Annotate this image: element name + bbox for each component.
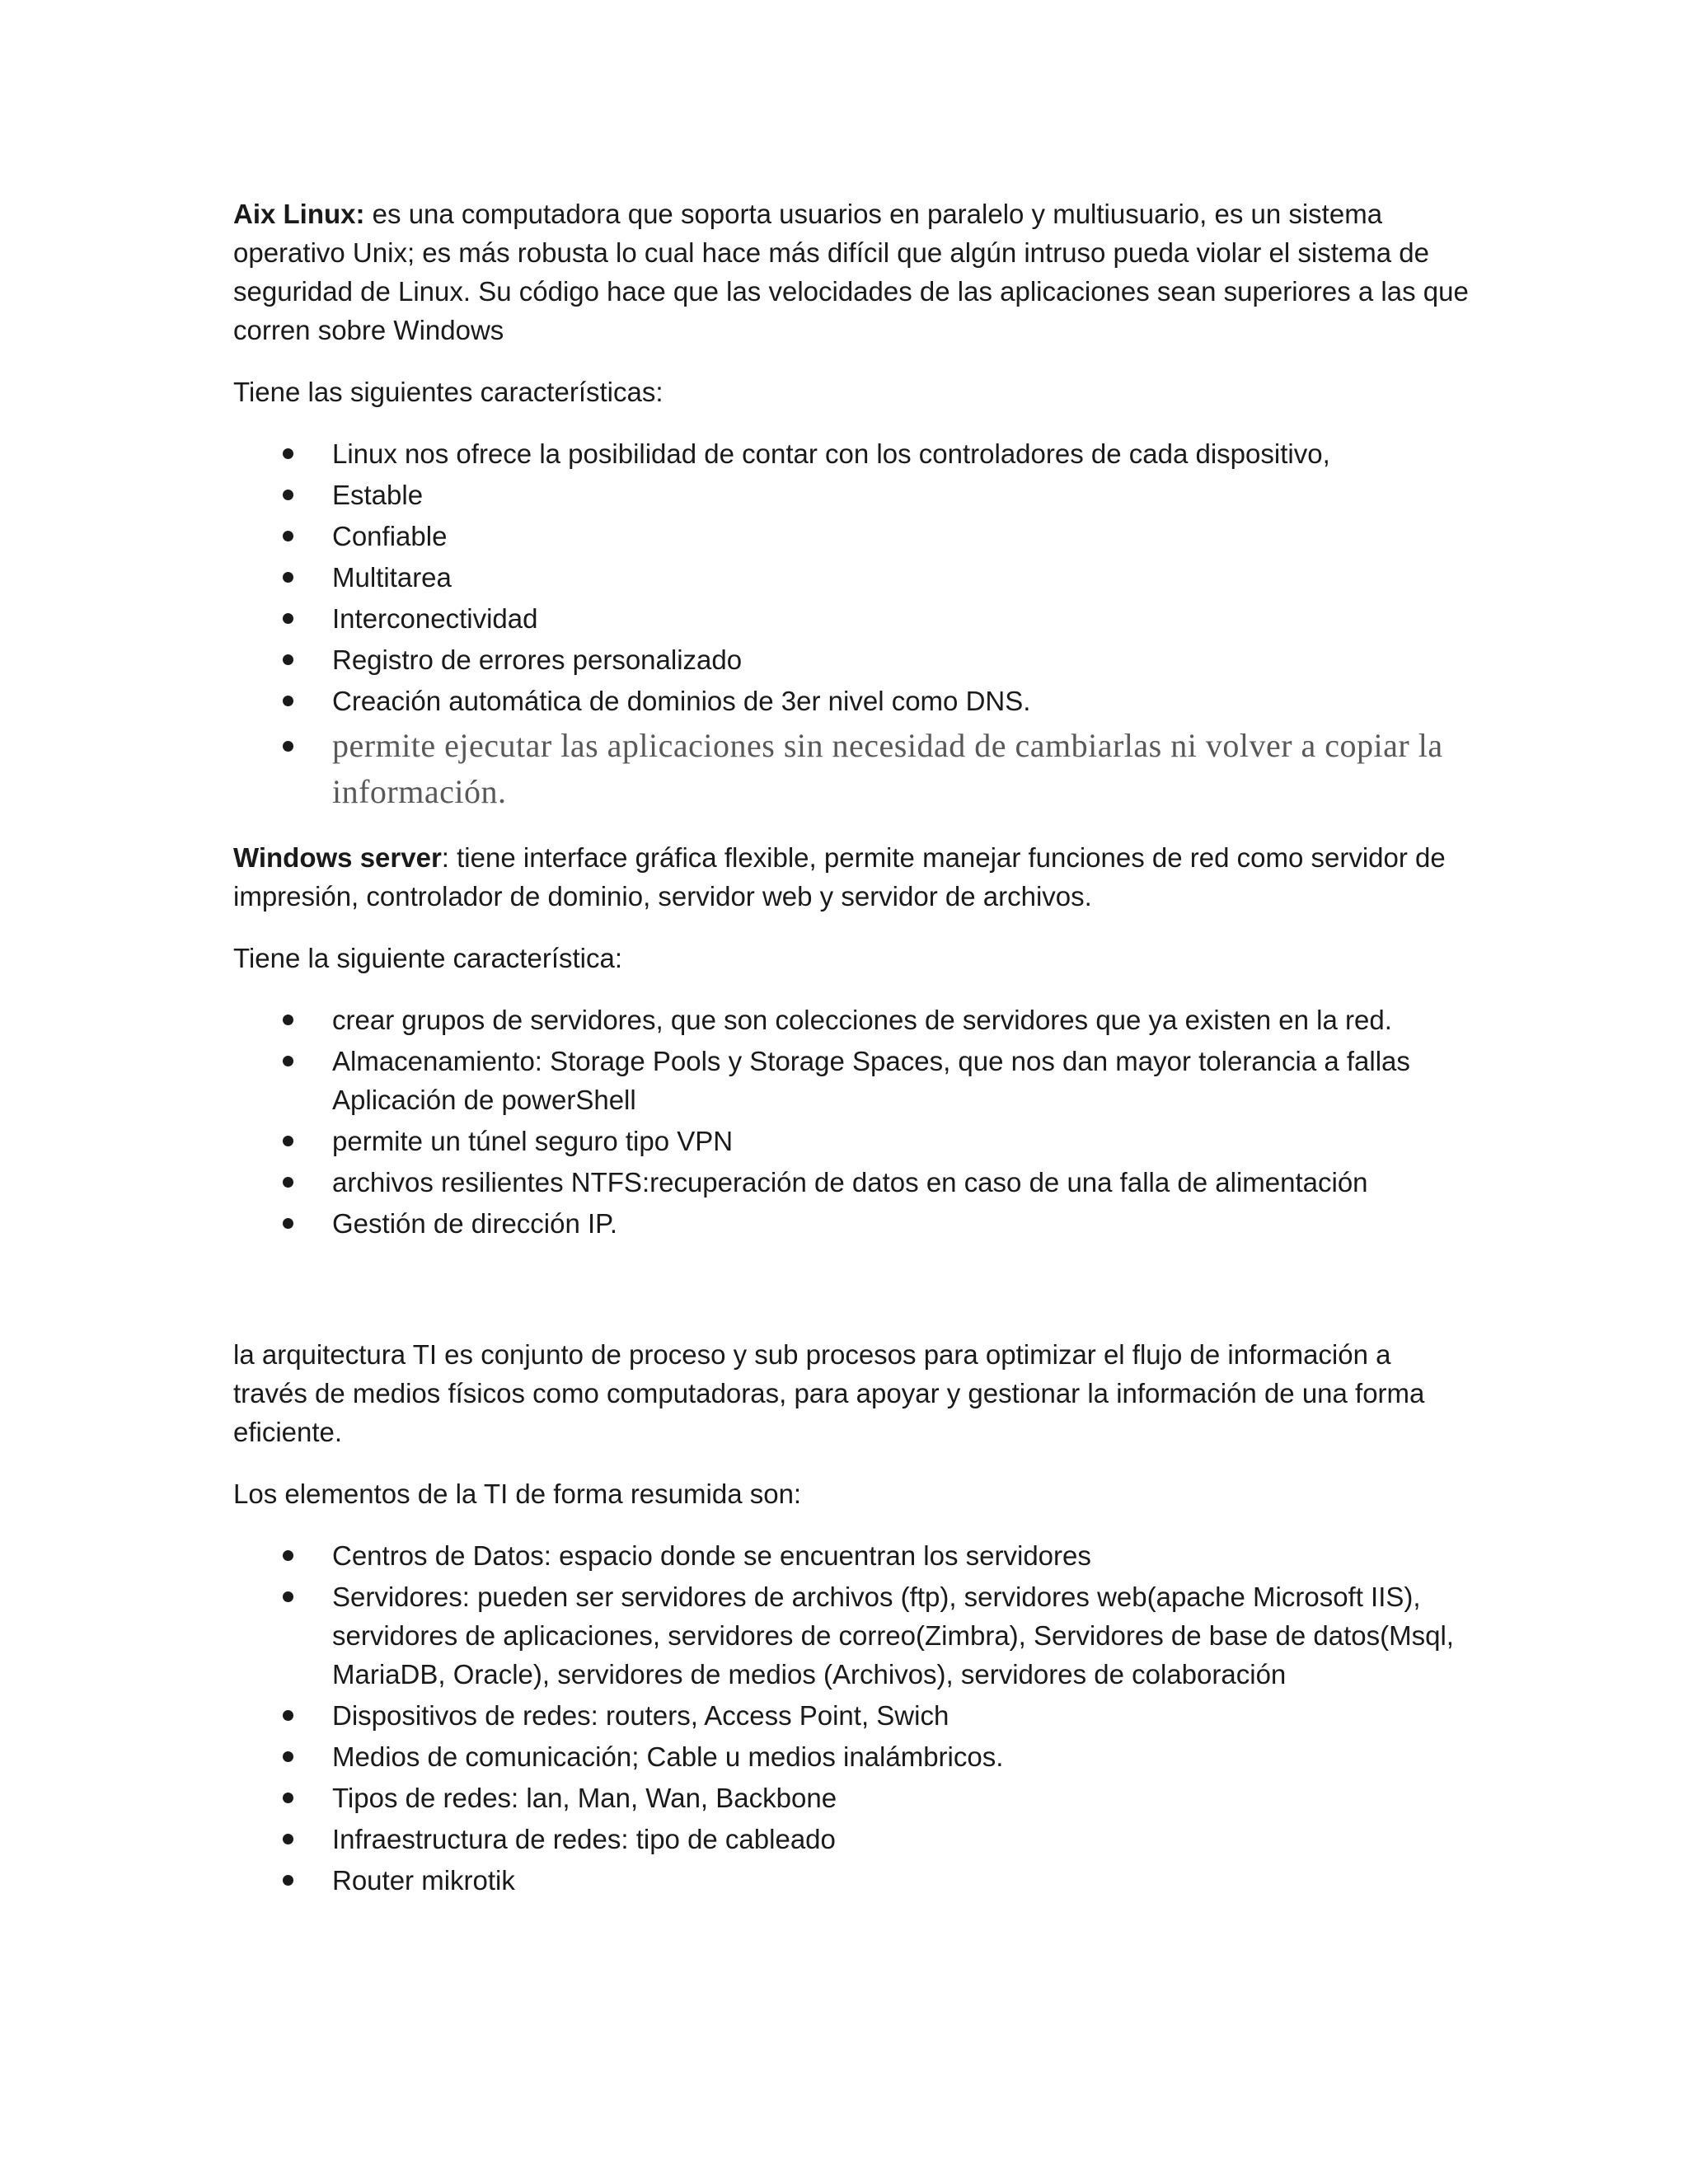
- list-item: Dispositivos de redes: routers, Access Point, Swich: [233, 1696, 1470, 1735]
- windows-server-intro: : tiene interface gráfica flexible, permite manejar funciones de red como servidor de impresión, controlador de dominio, servidor web y servidor de archivos.: [233, 842, 1446, 912]
- list-item: permite ejecutar las aplicaciones sin necesidad de cambiarlas ni volver a copiar la información.: [233, 723, 1470, 815]
- aix-linux-intro: es una computadora que soporta usuarios en paralelo y multiusuario, es un sistema operativo Unix; es más robusta lo cual hace más difícil que algún intruso pueda violar el sistema de seguridad de Linux. Su código hace que las velocidades de las aplicaciones sean superiores a las que corren sobre Windows: [233, 199, 1469, 345]
- list-item: crear grupos de servidores, que son colecciones de servidores que ya existen en la red.: [233, 1001, 1470, 1039]
- arquitectura-ti-lead: Los elementos de la TI de forma resumida son:: [233, 1479, 802, 1509]
- windows-server-paragraph: [233, 838, 1470, 916]
- list-item: Gestión de dirección IP.: [233, 1204, 1470, 1243]
- aix-linux-paragraph: [233, 194, 1470, 349]
- arquitectura-ti-list: [233, 1536, 1470, 1900]
- list-item: Tipos de redes: lan, Man, Wan, Backbone: [233, 1779, 1470, 1817]
- list-item: Centros de Datos: espacio donde se encuentran los servidores: [233, 1536, 1470, 1575]
- arquitectura-ti-paragraph: la arquitectura TI es conjunto de proceso y sub procesos para optimizar el flujo de información a través de medios físicos como computadoras, para apoyar y gestionar la información de una forma eficiente.: [233, 1339, 1425, 1447]
- list-item: Linux nos ofrece la posibilidad de contar con los controladores de cada dispositivo,: [233, 434, 1470, 473]
- list-item: Interconectividad: [233, 599, 1470, 638]
- list-item: Infraestructura de redes: tipo de cableado: [233, 1820, 1470, 1858]
- windows-server-list: [233, 1001, 1470, 1243]
- list-item: Registro de errores personalizado: [233, 640, 1470, 679]
- list-item: permite un túnel seguro tipo VPN: [233, 1122, 1470, 1160]
- list-item: Medios de comunicación; Cable u medios inalámbricos.: [233, 1737, 1470, 1776]
- windows-server-heading: Windows server: [233, 842, 442, 873]
- list-item: Creación automática de dominios de 3er nivel como DNS.: [233, 682, 1470, 720]
- list-item: Servidores: pueden ser servidores de archivos (ftp), servidores web(apache Microsoft IIS), servidores de aplicaciones, servidores de correo(Zimbra), Servidores de base de datos(Msql, MariaDB, Oracle), servidores de medios (Archivos), servidores de colaboración: [233, 1577, 1470, 1694]
- aix-linux-lead: Tiene las siguientes características:: [233, 377, 663, 407]
- list-item: archivos resilientes NTFS:recuperación de datos en caso de una falla de alimentación: [233, 1163, 1470, 1202]
- list-item: Estable: [233, 476, 1470, 514]
- document-page: [233, 194, 1470, 1923]
- list-item: Confiable: [233, 517, 1470, 555]
- windows-server-lead: Tiene la siguiente característica:: [233, 943, 623, 973]
- aix-linux-heading: Aix Linux:: [233, 199, 365, 229]
- list-item: Multitarea: [233, 558, 1470, 597]
- list-item: Almacenamiento: Storage Pools y Storage Spaces, que nos dan mayor tolerancia a fallas Aplicación de powerShell: [233, 1042, 1470, 1119]
- aix-linux-list: [233, 434, 1470, 815]
- list-item: Router mikrotik: [233, 1861, 1470, 1900]
